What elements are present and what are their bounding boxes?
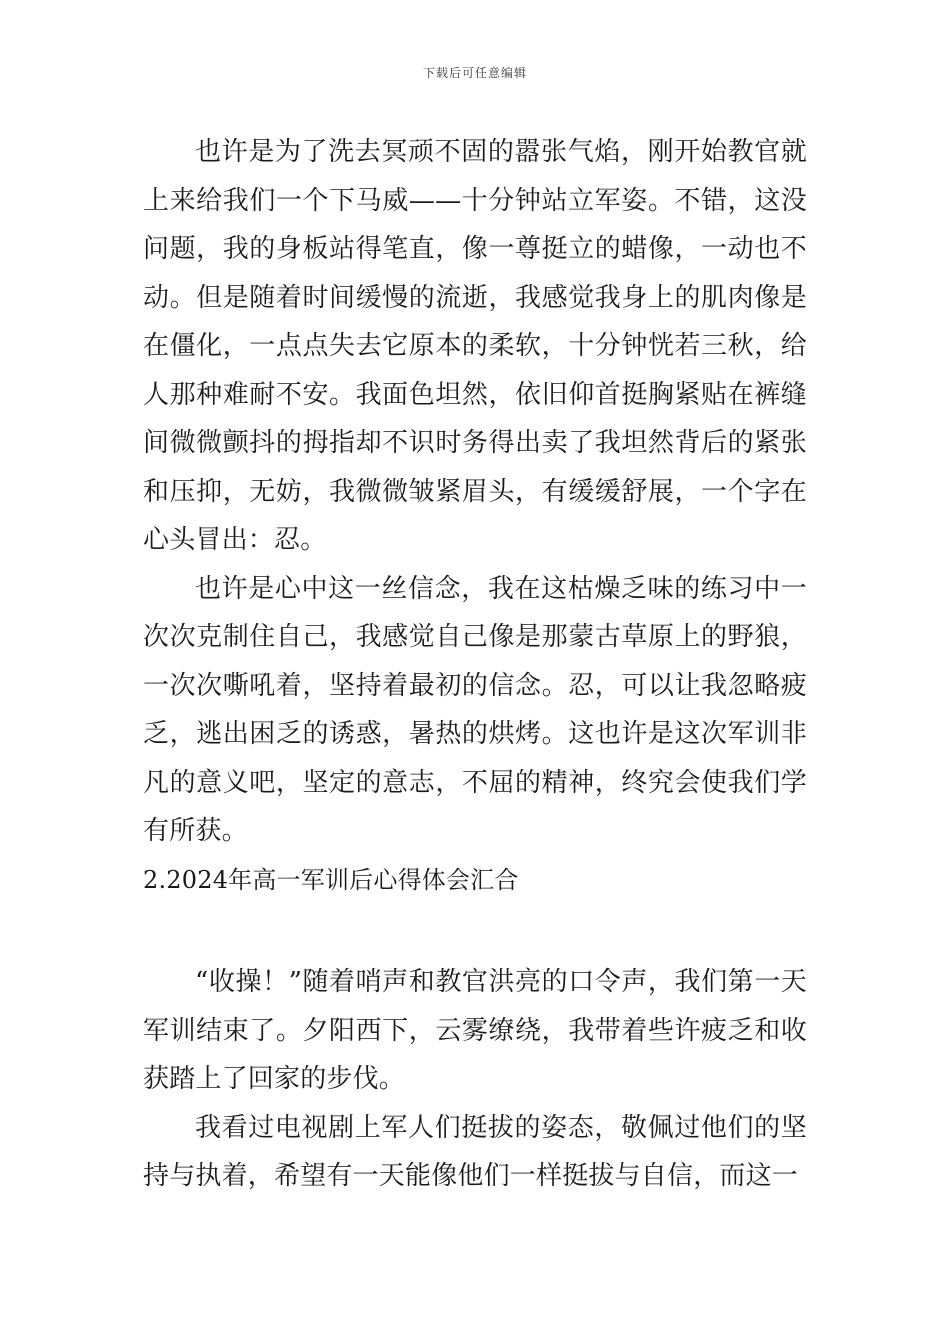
paragraph-1: 也许是为了洗去冥顽不固的嚣张气焰，刚开始教官就上来给我们一个下马威——十分钟站立军姿。不错，这没问题，我的身板站得笔直，像一尊挺立的蜡像，一动也不动。但是随着时间缓慢的流逝，我感觉我身上的肌肉像是在僵化，一点点失去它原本的柔软，十分钟恍若三秋，给人那种难耐不安。我面色坦然，依旧仰首挺胸紧贴在裤缝间微微颤抖的拇指却不识时务得出卖了我坦然背后的紧张和压抑，无妨，我微微皱紧眉头，有缓缓舒展，一个字在心头冒出：忍。: [143, 137, 807, 555]
paragraph-2: 也许是心中这一丝信念，我在这枯燥乏味的练习中一次次克制住自己，我感觉自己像是那蒙古草原上的野狼，一次次嘶吼着，坚持着最初的信念。忍，可以让我忽略疲乏，逃出困乏的诱惑，暑热的烘烤。这也许是这次军训非凡的意义吧，坚定的意志，不屈的精神，终究会使我们学有所获。: [143, 573, 807, 846]
section-heading: 2.2024年高一军训后心得体会汇合: [143, 865, 519, 894]
paragraph-3: “收操！”随着哨声和教官洪亮的口令声，我们第一天军训结束了。夕阳西下，云雾缭绕，我带着些许疲乏和收获踏上了回家的步伐。: [143, 967, 807, 1094]
header-note: 下载后可任意编辑: [422, 66, 527, 80]
document-body: [143, 128, 807, 1201]
section-spacer: [143, 904, 807, 958]
paragraph-4: 我看过电视剧上军人们挺拔的姿态，敬佩过他们的坚持与执着，希望有一天能像他们一样挺拔与自信，而这一: [143, 1112, 807, 1191]
